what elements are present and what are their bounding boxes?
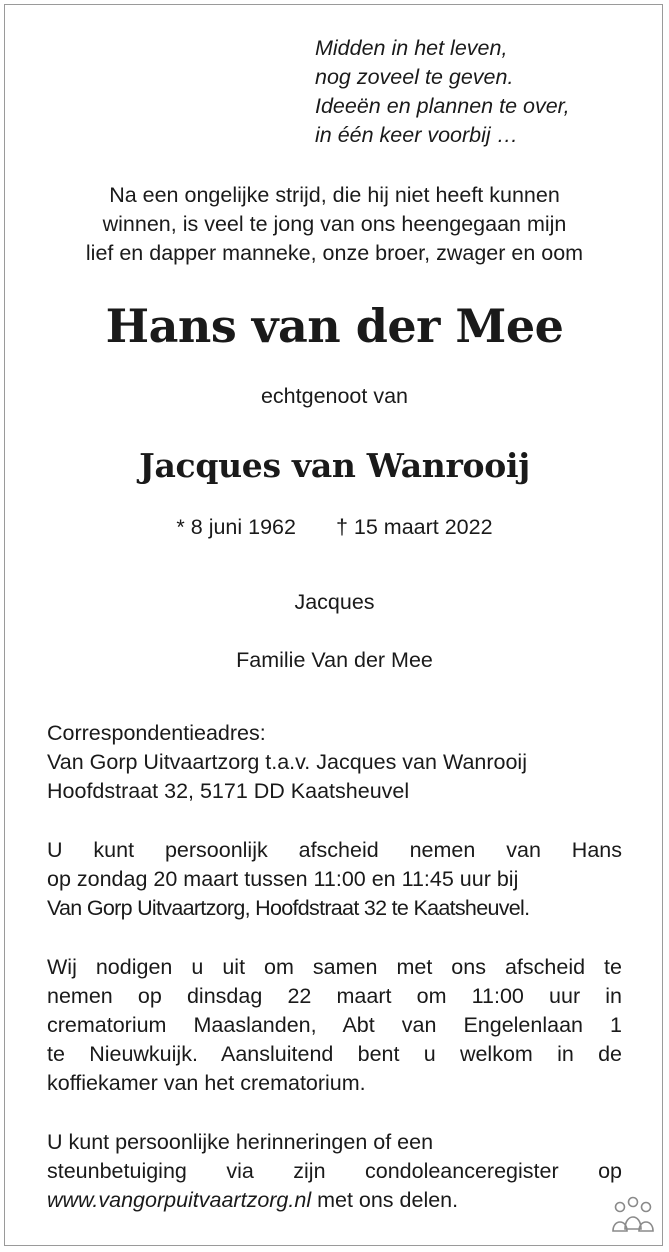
intro-line: winnen, is veel te jong van ons heengegaan mijn	[102, 212, 567, 236]
spouse-label: echtgenoot van	[260, 384, 409, 408]
ceremony-line: Wij nodigen u uit om samen met ons afscheid te	[47, 955, 622, 979]
correspondence-line: Van Gorp Uitvaartzorg t.a.v. Jacques van Wanrooij	[47, 750, 527, 774]
poem-line: nog zoveel te geven.	[315, 65, 514, 89]
signer-family: Familie Van der Mee	[236, 648, 433, 672]
ceremony-line: te Nieuwkuijk. Aansluitend bent u welkom in de	[47, 1042, 622, 1066]
ceremony-line: koffiekamer van het crematorium.	[47, 1071, 366, 1095]
farewell-line: Van Gorp Uitvaartzorg, Hoofdstraat 32 te Kaatsheuvel.	[47, 896, 530, 920]
life-dates	[0, 513, 669, 542]
condolence-tail: met ons delen.	[311, 1188, 459, 1212]
deceased-name: Hans van der Mee	[105, 299, 564, 353]
death-date: † 15 maart 2022	[335, 515, 493, 539]
poem-line: Ideeën en plannen te over,	[315, 94, 570, 118]
spouse-name: Jacques van Wanrooij	[139, 446, 530, 485]
birth-date: * 8 juni 1962	[176, 515, 296, 539]
farewell-block	[47, 836, 622, 923]
intro-line: Na een ongelijke strijd, die hij niet heeft kunnen	[109, 183, 560, 207]
ceremony-line: crematorium Maaslanden, Abt van Engelenlaan 1	[47, 1013, 622, 1037]
people-group-logo-icon	[610, 1195, 656, 1241]
correspondence-line: Hoofdstraat 32, 5171 DD Kaatsheuvel	[47, 779, 410, 803]
condolence-website-line	[47, 1186, 622, 1215]
intro-line: lief en dapper manneke, onze broer, zwager en oom	[85, 241, 584, 265]
condolence-line: U kunt persoonlijke herinneringen of een	[47, 1130, 434, 1154]
poem	[315, 34, 570, 150]
poem-line: in één keer voorbij …	[315, 123, 519, 147]
condolence-website-link[interactable]: www.vangorpuitvaartzorg.nl	[47, 1188, 312, 1212]
correspondence-block	[47, 719, 622, 806]
signer-primary: Jacques	[294, 590, 375, 614]
condolence-line: steunbetuiging via zijn condoleanceregister op	[47, 1159, 622, 1183]
intro-text	[30, 181, 639, 268]
ceremony-block	[47, 953, 622, 1098]
ceremony-line: nemen op dinsdag 22 maart om 11:00 uur in	[47, 984, 622, 1008]
condolence-block	[47, 1128, 622, 1215]
poem-line: Midden in het leven,	[315, 36, 508, 60]
farewell-line: op zondag 20 maart tussen 11:00 en 11:45 uur bij	[47, 867, 519, 891]
correspondence-line: Correspondentieadres:	[47, 721, 266, 745]
farewell-line: U kunt persoonlijk afscheid nemen van Hans	[47, 838, 622, 862]
